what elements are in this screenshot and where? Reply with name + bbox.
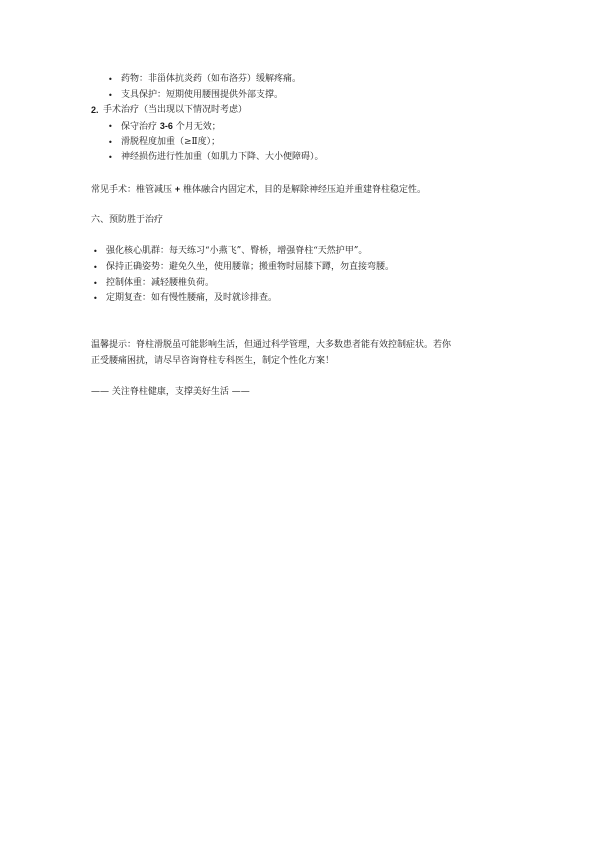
paragraph-text: 椎体融合内固定术，目的是解除神经压迫并重建脊柱稳定性。 (180, 185, 427, 195)
tip-line-1: 温馨提示：脊柱滑脱虽可能影响生活，但通过科学管理，大多数患者能有效控制症状。若你 (91, 340, 452, 350)
list-item-medication: 药物：非甾体抗炎药（如布洛芬）缓解疼痛。 (121, 74, 302, 84)
surgery-item-text: 个月无效； (172, 122, 221, 132)
prevention-item-checkup: 定期复查：如有慢性腰痛，及时就诊排查。 (106, 293, 278, 303)
surgery-heading: 手术治疗（当出现以下情况时考虑） (103, 105, 248, 115)
list-item-brace: 支具保护：短期使用腰围提供外部支撑。 (121, 90, 284, 100)
surgery-item-conservative (121, 120, 221, 134)
common-surgery-paragraph (91, 183, 426, 197)
closing-line: —— 关注脊柱健康，支撑美好生活 —— (91, 387, 250, 397)
bullet-icon: • (93, 247, 98, 256)
bullet-icon: • (93, 279, 98, 288)
surgery-item-duration: 3-6 (159, 121, 173, 131)
plus-symbol: + (174, 184, 181, 194)
surgery-item-slip-degree: 滑脱程度加重（≥Ⅱ度）； (121, 137, 221, 147)
prevention-item-posture: 保持正确姿势：避免久坐，使用腰靠；搬重物时屈膝下蹲，勿直接弯腰。 (106, 262, 395, 272)
bullet-icon: • (93, 263, 98, 272)
surgery-item-text: 保守治疗 (121, 122, 160, 132)
bullet-icon: • (108, 138, 113, 147)
section-heading: 六、预防胜于治疗 (91, 215, 164, 225)
prevention-item-core: 强化核心肌群：每天练习“小燕飞”、臀桥，增强脊柱“天然护甲”。 (106, 246, 368, 256)
list-number: 2. (91, 105, 99, 115)
prevention-item-weight: 控制体重：减轻腰椎负荷。 (106, 278, 215, 288)
bullet-icon: • (108, 153, 113, 162)
bullet-icon: • (93, 294, 98, 303)
bullet-icon: • (108, 91, 113, 100)
paragraph-text: 常见手术：椎管减压 (91, 185, 175, 195)
surgery-item-nerve-damage: 神经损伤进行性加重（如肌力下降、大小便障碍）。 (121, 152, 324, 162)
bullet-icon: • (108, 122, 113, 131)
tip-line-2: 正受腰痛困扰，请尽早咨询脊柱专科医生，制定个性化方案！ (91, 356, 335, 366)
bullet-icon: • (108, 75, 113, 84)
